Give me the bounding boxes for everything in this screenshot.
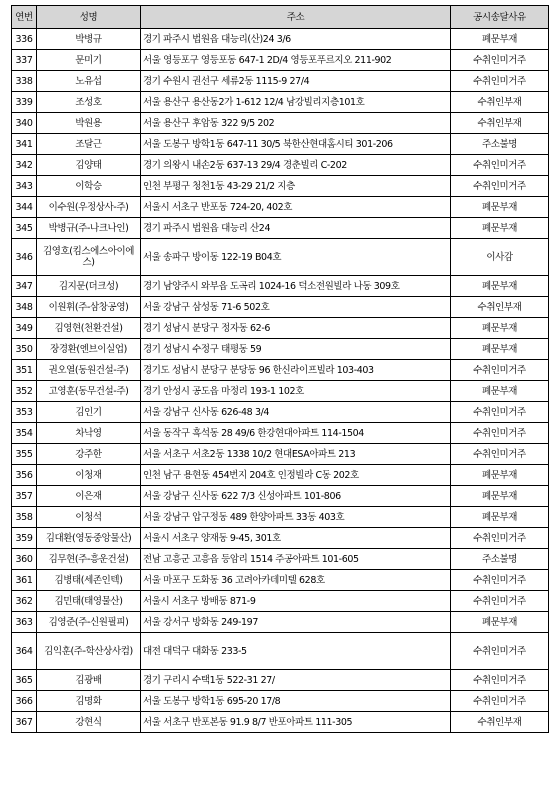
cell-no: 364 [12,633,37,670]
table-row [12,50,549,71]
cell-name: 이학승 [37,176,141,197]
cell-reason: 폐문부재 [451,339,549,360]
cell-no: 360 [12,549,37,570]
cell-no: 358 [12,507,37,528]
cell-no: 342 [12,155,37,176]
cell-no: 337 [12,50,37,71]
cell-reason: 폐문부재 [451,465,549,486]
cell-reason: 수취인미거주 [451,402,549,423]
cell-name: 차낙영 [37,423,141,444]
table-row [12,339,549,360]
cell-address: 경기도 성남시 분당구 분당동 96 한신라이프빌라 103-403 [141,360,451,381]
cell-name: 김양태 [37,155,141,176]
cell-name: 조달근 [37,134,141,155]
cell-reason: 폐문부재 [451,507,549,528]
cell-reason: 수취인미거주 [451,691,549,712]
cell-address: 경기 파주시 법원읍 대능리(산)24 3/6 [141,29,451,50]
cell-name: 이청재 [37,465,141,486]
table-row [12,528,549,549]
cell-name: 박원용 [37,113,141,134]
cell-no: 353 [12,402,37,423]
cell-no: 341 [12,134,37,155]
cell-name: 문미기 [37,50,141,71]
cell-address: 서울 도봉구 방학1동 647-11 30/5 북한산현대홈시티 301-206 [141,134,451,155]
cell-reason: 수취인미거주 [451,591,549,612]
cell-name: 김영현(천환건설) [37,318,141,339]
table-row [12,670,549,691]
cell-no: 339 [12,92,37,113]
table-row [12,318,549,339]
cell-no: 343 [12,176,37,197]
cell-no: 347 [12,276,37,297]
cell-no: 336 [12,29,37,50]
table-row [12,360,549,381]
cell-name: 김병태(세존인텍) [37,570,141,591]
cell-no: 367 [12,712,37,733]
cell-address: 서울 강남구 신사동 622 7/3 신성아파트 101-806 [141,486,451,507]
table-row [12,507,549,528]
table-row [12,612,549,633]
cell-reason: 수취인미거주 [451,444,549,465]
cell-name: 김대환(영동중앙물산) [37,528,141,549]
table-row [12,29,549,50]
cell-address: 서울 서초구 반포본동 91.9 8/7 반포아파트 111-305 [141,712,451,733]
cell-address: 서울시 서초구 양재동 9-45, 301호 [141,528,451,549]
cell-name: 노유섭 [37,71,141,92]
header-no: 연번 [12,6,37,29]
cell-reason: 수취인미거주 [451,528,549,549]
cell-reason: 수취인미거주 [451,176,549,197]
table-row [12,197,549,218]
cell-address: 서울 강남구 압구정동 489 한양아파트 33동 403호 [141,507,451,528]
cell-name: 이청석 [37,507,141,528]
table-row [12,113,549,134]
cell-reason: 수취인부재 [451,113,549,134]
cell-address: 인천 남구 용현동 454번지 204호 인정빌라 C동 202호 [141,465,451,486]
table-row [12,591,549,612]
cell-no: 356 [12,465,37,486]
cell-name: 이수원(우정상사-주) [37,197,141,218]
cell-no: 359 [12,528,37,549]
cell-address: 서울 용산구 용산동2가 1-612 12/4 남강빌리지층101호 [141,92,451,113]
cell-address: 서울 송파구 방이동 122-19 B04호 [141,239,451,276]
cell-no: 366 [12,691,37,712]
cell-reason: 수취인미거주 [451,360,549,381]
cell-reason: 수취인미거주 [451,423,549,444]
cell-address: 경기 구리시 수택1동 522-31 27/ [141,670,451,691]
cell-address: 서울 동작구 흑석동 28 49/6 한강현대아파트 114-1504 [141,423,451,444]
cell-reason: 수취인미거주 [451,50,549,71]
cell-address: 서울 도봉구 방학1동 695-20 17/8 [141,691,451,712]
cell-reason: 수취인미거주 [451,71,549,92]
cell-name: 김명화 [37,691,141,712]
cell-address: 서울시 서초구 방배동 871-9 [141,591,451,612]
table-row [12,423,549,444]
cell-no: 349 [12,318,37,339]
table-row [12,712,549,733]
table-row [12,71,549,92]
table-body [12,29,549,733]
cell-no: 354 [12,423,37,444]
cell-name: 강주한 [37,444,141,465]
cell-reason: 폐문부재 [451,318,549,339]
cell-address: 서울시 서초구 반포동 724-20, 402호 [141,197,451,218]
cell-name: 조성호 [37,92,141,113]
cell-reason: 수취인미거주 [451,570,549,591]
cell-no: 346 [12,239,37,276]
table-row [12,381,549,402]
cell-name: 장경환(엔브이실업) [37,339,141,360]
cell-no: 344 [12,197,37,218]
cell-no: 351 [12,360,37,381]
cell-no: 365 [12,670,37,691]
cell-no: 352 [12,381,37,402]
cell-reason: 폐문부재 [451,276,549,297]
table-row [12,465,549,486]
header-address: 주소 [141,6,451,29]
cell-name: 김무현(주-흥운건설) [37,549,141,570]
cell-reason: 폐문부재 [451,218,549,239]
cell-no: 345 [12,218,37,239]
table-row [12,155,549,176]
cell-address: 서울 영등포구 영등포동 647-1 2D/4 영등포푸르지오 211-902 [141,50,451,71]
cell-reason: 주소불명 [451,549,549,570]
cell-address: 경기 남양주시 와부읍 도곡리 1024-16 덕소전원빌라 나동 309호 [141,276,451,297]
table-row [12,134,549,155]
cell-name: 이원휘(주-삼창공영) [37,297,141,318]
table-row [12,444,549,465]
cell-address: 경기 성남시 분당구 정자동 62-6 [141,318,451,339]
cell-reason: 폐문부재 [451,381,549,402]
table-row [12,486,549,507]
cell-address: 서울 마포구 도화동 36 고려아카데미텔 628호 [141,570,451,591]
cell-name: 고영훈(동무건설-주) [37,381,141,402]
cell-name: 김익훈(주-학산상사컴) [37,633,141,670]
cell-address: 전남 고흥군 고흥읍 등암리 1514 주공아파트 101-605 [141,549,451,570]
cell-no: 362 [12,591,37,612]
cell-address: 경기 의왕시 내손2동 637-13 29/4 경춘빌리 C-202 [141,155,451,176]
cell-name: 김영준(주-신원필피) [37,612,141,633]
cell-address: 경기 파주시 법원읍 대능리 산24 [141,218,451,239]
table-row [12,92,549,113]
cell-no: 348 [12,297,37,318]
cell-name: 김지문(더크성) [37,276,141,297]
cell-no: 357 [12,486,37,507]
cell-reason: 수취인부재 [451,712,549,733]
cell-reason: 폐문부재 [451,29,549,50]
header-row [12,6,549,29]
cell-name: 김영호(킴스에스아이에스) [37,239,141,276]
cell-address: 대전 대덕구 대화동 233-5 [141,633,451,670]
cell-reason: 주소불명 [451,134,549,155]
cell-no: 338 [12,71,37,92]
header-reason: 공시송달사유 [451,6,549,29]
cell-address: 서울 용산구 후암동 322 9/5 202 [141,113,451,134]
public-notice-table [11,5,549,733]
cell-name: 권오열(동원건설-주) [37,360,141,381]
header-name: 성명 [37,6,141,29]
cell-reason: 폐문부재 [451,486,549,507]
table-row [12,239,549,276]
cell-reason: 폐문부재 [451,197,549,218]
cell-name: 강현식 [37,712,141,733]
cell-address: 경기 성남시 수정구 태평동 59 [141,339,451,360]
cell-address: 서울 강남구 삼성동 71-6 502호 [141,297,451,318]
cell-no: 340 [12,113,37,134]
table-row [12,691,549,712]
cell-name: 김광배 [37,670,141,691]
cell-address: 경기 안성시 공도읍 마정리 193-1 102호 [141,381,451,402]
cell-name: 박병규 [37,29,141,50]
cell-reason: 수취인미거주 [451,155,549,176]
table-row [12,633,549,670]
table-row [12,570,549,591]
cell-reason: 수취인부재 [451,297,549,318]
cell-no: 355 [12,444,37,465]
cell-name: 김민태(태영물산) [37,591,141,612]
table-row [12,402,549,423]
cell-name: 이은재 [37,486,141,507]
table-row [12,549,549,570]
cell-reason: 수취인미거주 [451,633,549,670]
cell-address: 인천 부평구 청천1동 43-29 21/2 지층 [141,176,451,197]
cell-no: 350 [12,339,37,360]
cell-no: 363 [12,612,37,633]
cell-address: 서울 강남구 신사동 626-48 3/4 [141,402,451,423]
cell-name: 김인기 [37,402,141,423]
table-row [12,176,549,197]
cell-reason: 폐문부재 [451,612,549,633]
cell-address: 서울 강서구 방화동 249-197 [141,612,451,633]
cell-address: 경기 수원시 권선구 세류2동 1115-9 27/4 [141,71,451,92]
table-row [12,218,549,239]
cell-reason: 수취인미거주 [451,670,549,691]
cell-reason: 수취인부재 [451,92,549,113]
cell-no: 361 [12,570,37,591]
table-row [12,297,549,318]
table-row [12,276,549,297]
cell-address: 서울 서초구 서초2동 1338 10/2 현대ESA아파트 213 [141,444,451,465]
cell-reason: 이사감 [451,239,549,276]
cell-name: 박병규(주-나크나인) [37,218,141,239]
